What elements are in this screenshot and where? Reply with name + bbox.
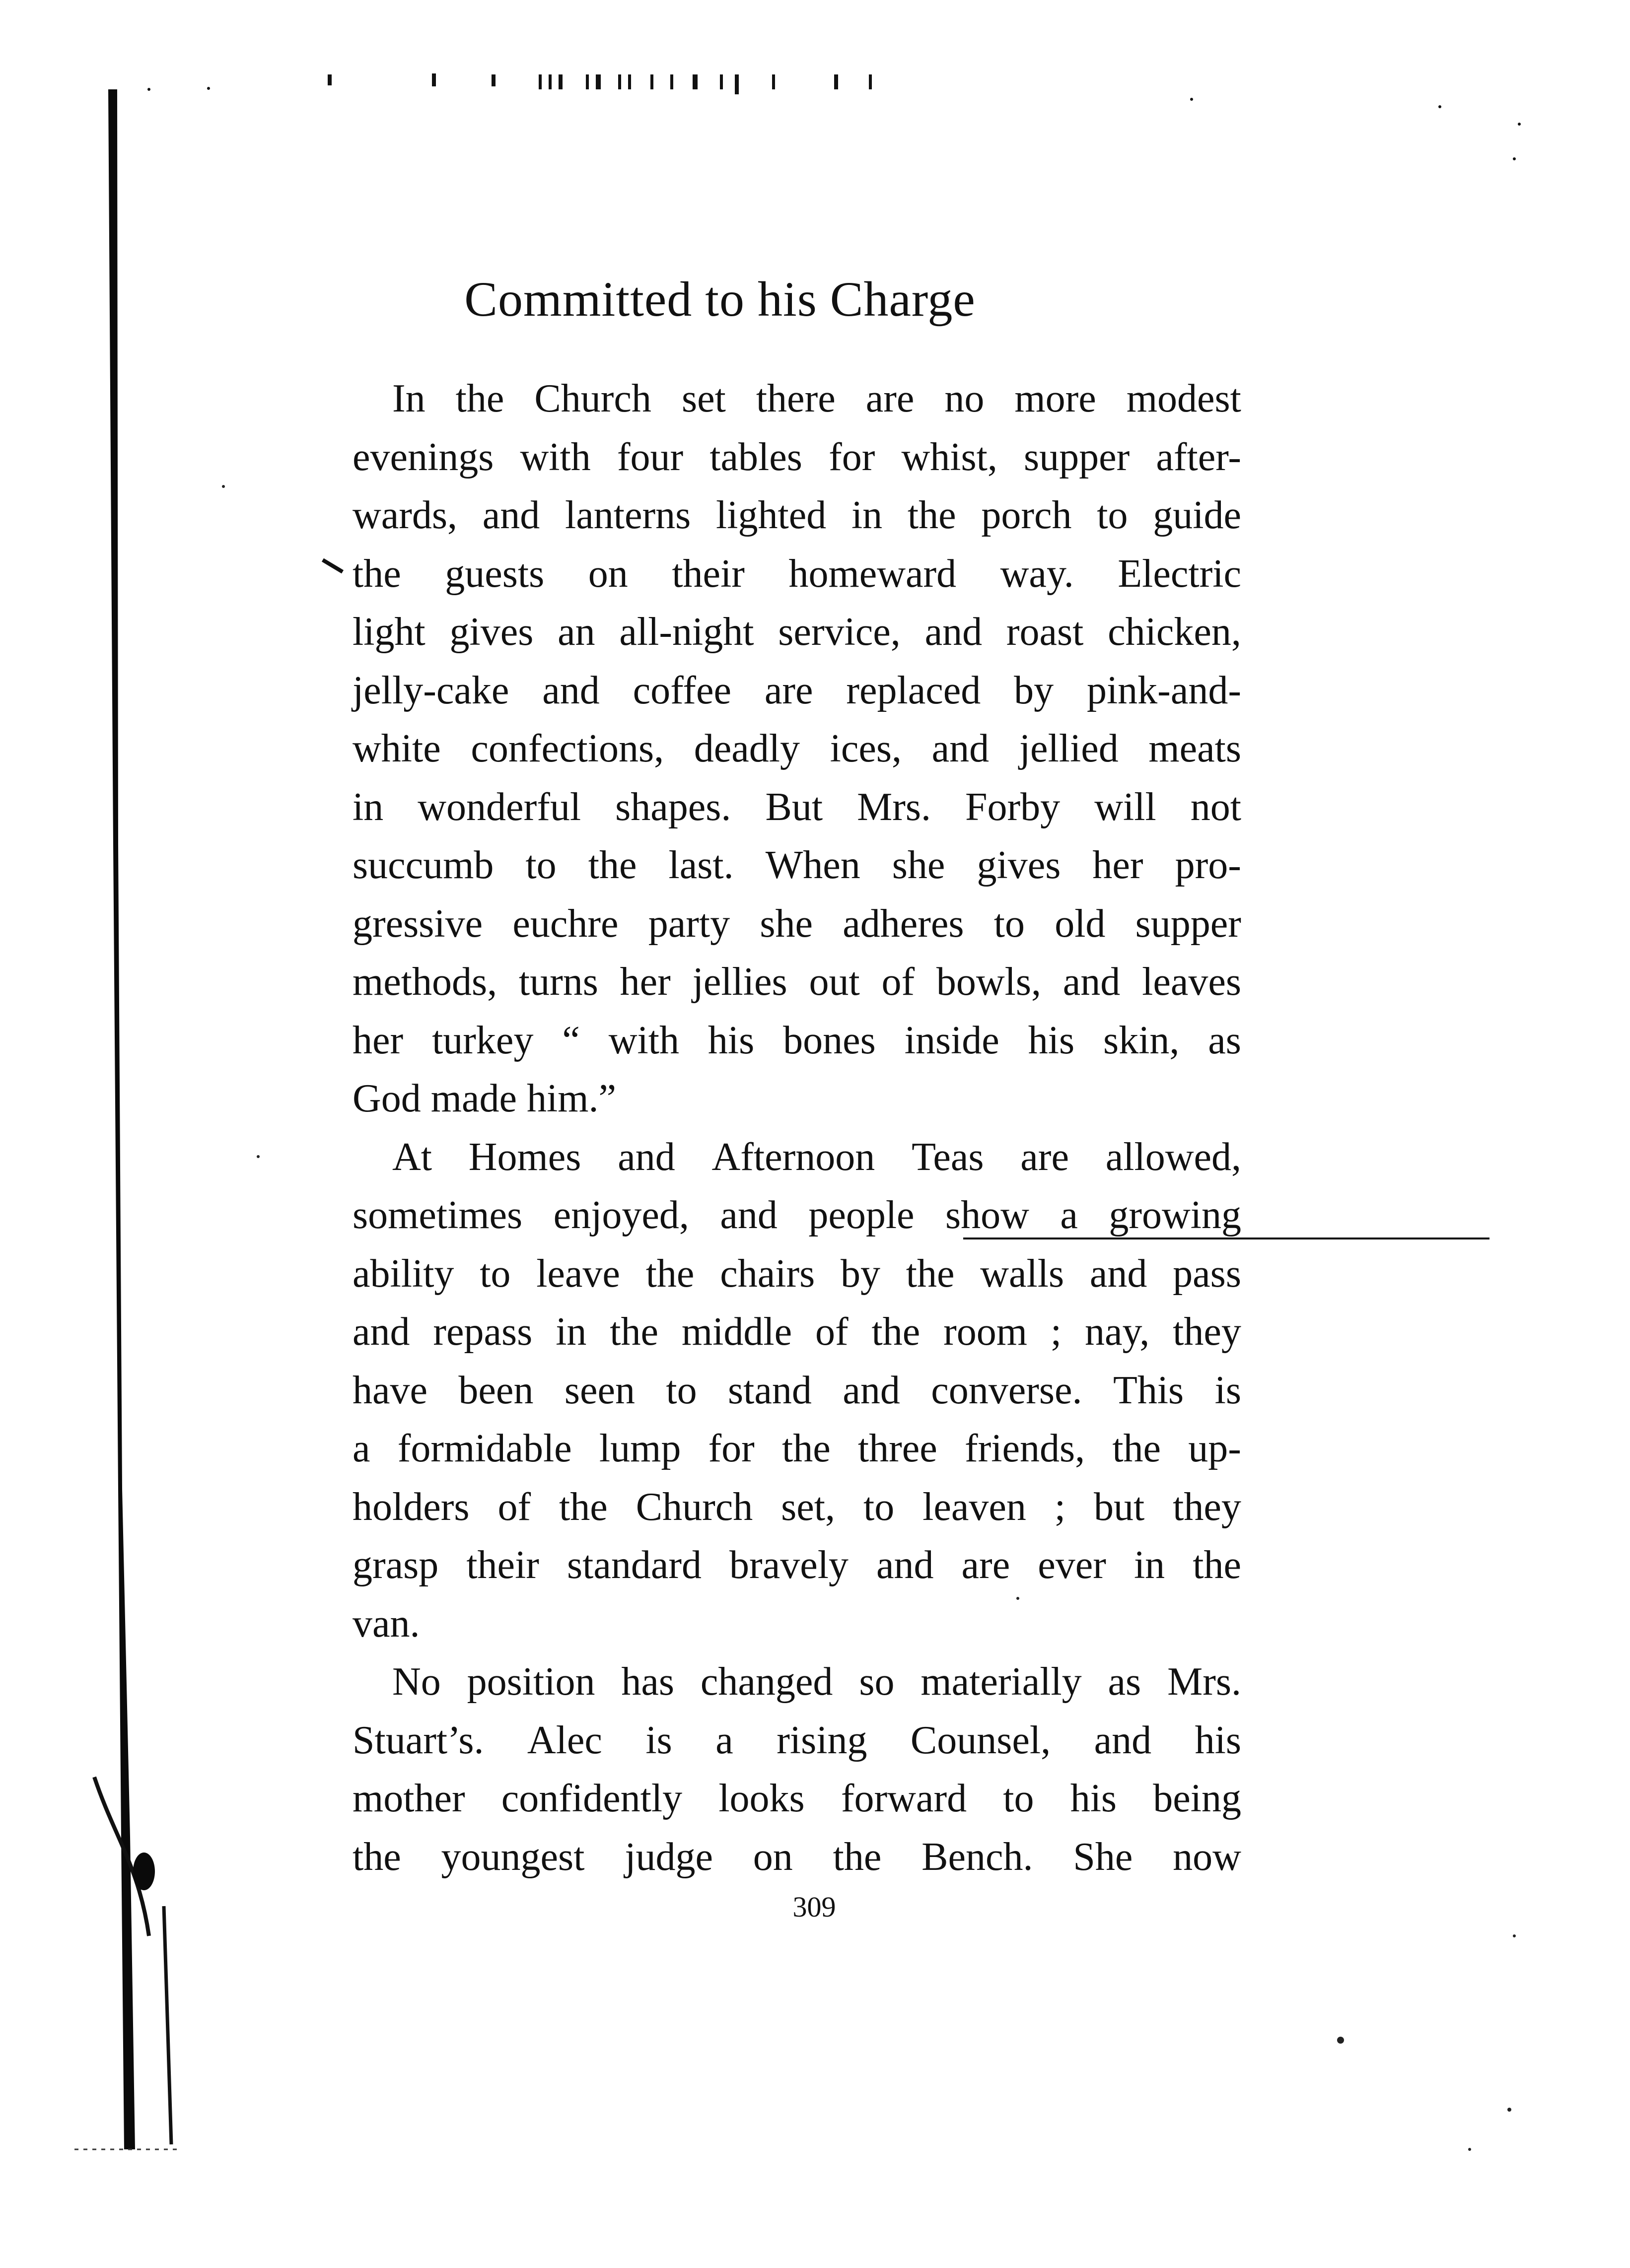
text-line: the youngest judge on the Bench. She now <box>353 1835 1241 1879</box>
text-line: grasp their standard bravely and are ever in the <box>353 1543 1241 1587</box>
text-line: holders of the Church set, to leaven ; but they <box>353 1485 1241 1529</box>
text-line: jelly-cake and coffee are replaced by pink-and- <box>353 668 1241 712</box>
text-line: white confections, deadly ices, and jellied meats <box>353 727 1241 770</box>
text-line: God made him.” <box>353 1077 616 1120</box>
binding-edge <box>108 89 135 2149</box>
text-line: Stuart’s. Alec is a rising Counsel, and his <box>353 1718 1241 1762</box>
running-title: Committed to his Charge <box>464 272 976 327</box>
text-line: and repass in the middle of the room ; nay, they <box>353 1310 1241 1354</box>
text-line: sometimes enjoyed, and people show a growing <box>353 1193 1241 1237</box>
text-line: her turkey “ with his bones inside his skin, as <box>353 1018 1241 1062</box>
text-line: in wonderful shapes. But Mrs. Forby will not <box>353 785 1241 829</box>
text-line: van. <box>353 1601 420 1646</box>
text-line: succumb to the last. When she gives her pro- <box>353 843 1241 887</box>
text-line: wards, and lanterns lighted in the porch to guide <box>353 493 1241 537</box>
text-line: methods, turns her jellies out of bowls, and leaves <box>353 960 1241 1004</box>
text-line: light gives an all-night service, and roast chicken, <box>353 610 1241 654</box>
body-text <box>353 370 1241 1886</box>
page-number: 309 <box>792 1891 836 1923</box>
text-line: the guests on their homeward way. Electric <box>353 551 1241 596</box>
text-line: mother confidently looks forward to his being <box>353 1777 1241 1820</box>
text-line: At Homes and Afternoon Teas are allowed, <box>392 1135 1241 1179</box>
top-edge-noise <box>147 73 1521 160</box>
text-line: have been seen to stand and converse. This is <box>353 1368 1241 1412</box>
text-line: In the Church set there are no more modest <box>392 377 1241 420</box>
text-line: evenings with four tables for whist, supper after- <box>353 435 1241 479</box>
text-line: ability to leave the chairs by the walls and pass <box>353 1251 1241 1296</box>
text-line: gressive euchre party she adheres to old supper <box>353 901 1241 946</box>
text-line: No position has changed so materially as Mrs. <box>392 1660 1241 1704</box>
text-line: a formidable lump for the three friends, the up- <box>353 1427 1241 1470</box>
